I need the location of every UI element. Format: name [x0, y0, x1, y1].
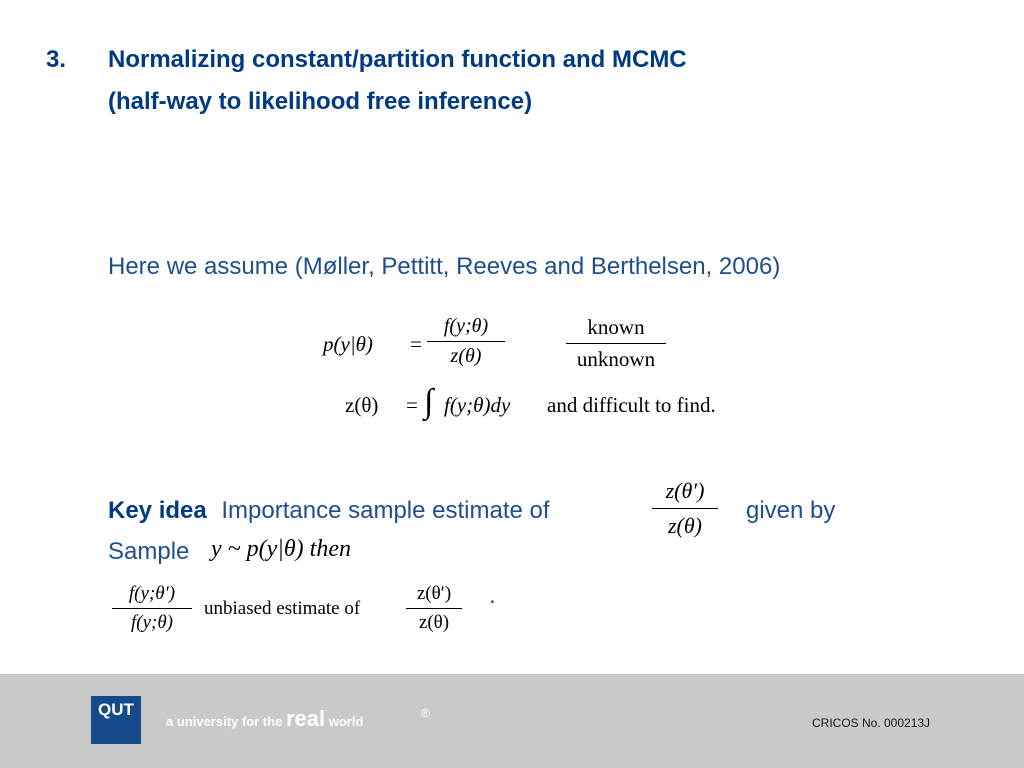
- eq2-lhs: z(θ): [345, 393, 379, 417]
- key-idea-line: [108, 497, 550, 525]
- estimate-denominator: f(y;θ): [130, 612, 174, 633]
- estimate2-denominator: z(θ): [418, 612, 450, 633]
- sample-label: Sample: [108, 538, 190, 565]
- assumption-text: Here we assume (Møller, Pettitt, Reeves and Berthelsen, 2006): [108, 253, 781, 280]
- key-idea-text: Importance sample estimate of: [221, 497, 550, 524]
- slide-title-line2: (half-way to likelihood free inference): [108, 88, 533, 115]
- fraction-bar: [427, 341, 505, 342]
- tagline: [166, 706, 363, 732]
- integral-sign: ∫: [424, 383, 434, 420]
- eq1-equals: =: [410, 332, 422, 356]
- estimate-numerator: f(y;θ′): [128, 583, 176, 604]
- estimate2-numerator: z(θ′): [416, 583, 452, 604]
- fraction-bar: [406, 608, 462, 609]
- estimate2-fraction: [406, 583, 462, 634]
- sample-math: y ~ p(y|θ) then: [211, 536, 351, 562]
- slide-title-line1: Normalizing constant/partition function and MCMC: [108, 46, 687, 73]
- tagline-real: real: [285, 706, 326, 731]
- ratio-denominator: z(θ): [667, 513, 703, 538]
- eq1-denominator: z(θ): [450, 345, 482, 367]
- known-label: known: [587, 315, 645, 339]
- fraction-bar: [112, 608, 192, 609]
- tagline-world: world: [328, 714, 364, 729]
- fraction-bar: [652, 508, 718, 509]
- eq2-text: and difficult to find.: [547, 393, 716, 417]
- eq2-integrand: f(y;θ)dy: [444, 393, 511, 417]
- slide-number: 3.: [46, 46, 67, 73]
- known-unknown-fraction: [566, 315, 666, 372]
- qut-logo-text: QUT: [98, 700, 134, 719]
- estimate-fraction: [112, 583, 192, 634]
- ratio-fraction: [652, 478, 718, 539]
- eq1-fraction: [427, 315, 505, 368]
- eq1-lhs: p(y|θ): [323, 332, 373, 356]
- registered-mark: ®: [421, 706, 430, 720]
- ratio-numerator: z(θ′): [665, 478, 705, 503]
- fraction-bar: [566, 343, 666, 344]
- eq1-numerator: f(y;θ): [443, 315, 489, 337]
- cricos-number: CRICOS No. 000213J: [812, 716, 931, 730]
- unknown-label: unknown: [576, 347, 656, 371]
- qut-logo: [91, 696, 141, 744]
- period-mark: .: [489, 582, 496, 609]
- tagline-pre: a university for the: [166, 714, 283, 729]
- unbiased-text: unbiased estimate of: [204, 598, 361, 619]
- given-by-text: given by: [746, 497, 836, 524]
- eq2-equals: =: [406, 393, 418, 417]
- key-idea-label: Key idea: [108, 497, 207, 524]
